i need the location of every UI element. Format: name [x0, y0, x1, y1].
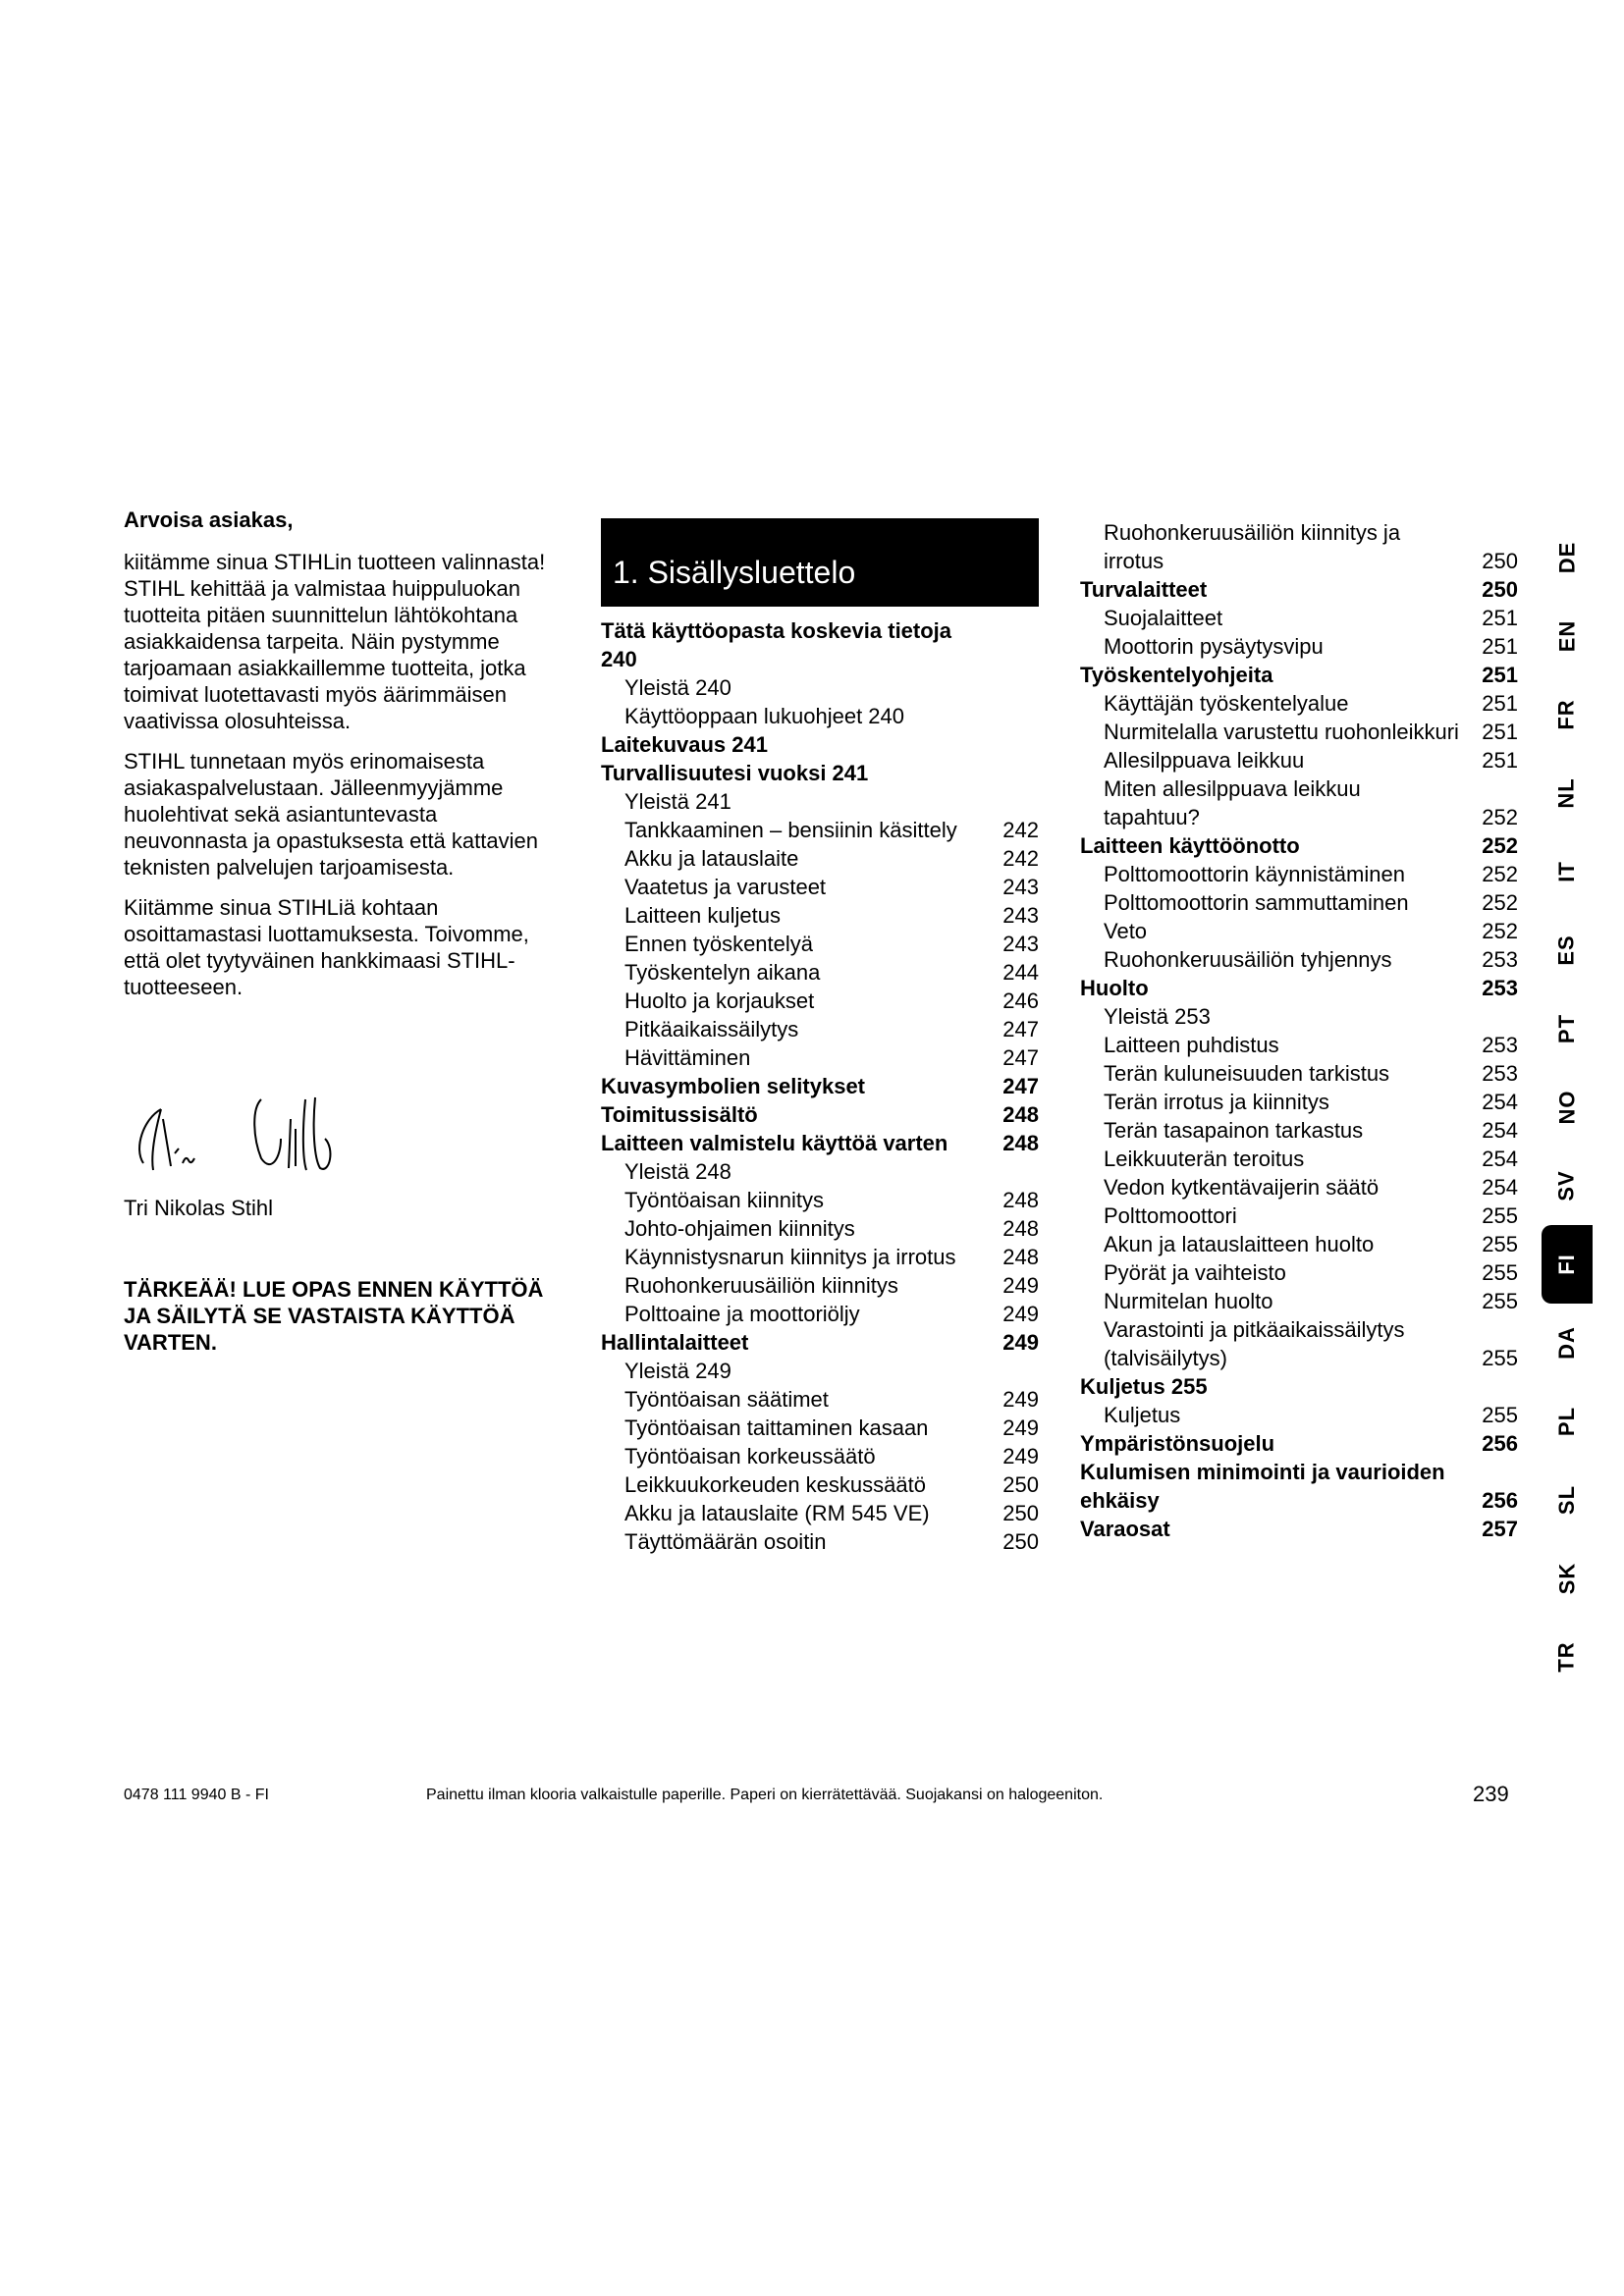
toc-entry	[1080, 1031, 1518, 1059]
language-tab-label: NO	[1554, 1090, 1579, 1125]
toc-entry-page: 255	[1482, 1232, 1518, 1256]
toc-entry-label: Pitkäaikaissäilytys	[624, 1017, 799, 1041]
toc-entry	[601, 1328, 1039, 1357]
toc-entry	[601, 787, 1039, 816]
toc-entry-label: Vedon kytkentävaijerin säätö	[1104, 1175, 1380, 1200]
language-tab-tr[interactable]	[1542, 1618, 1593, 1696]
signature-image	[124, 1080, 379, 1188]
toc-entry-label: Käyttäjän työskentelyalue	[1104, 691, 1349, 716]
toc-entry	[1080, 604, 1518, 632]
toc-entry-label: Laitteen käyttöönotto	[1080, 833, 1300, 858]
toc-entry-label: Veto	[1104, 919, 1148, 943]
language-tab-label: EN	[1554, 619, 1579, 653]
toc-entry-label: Akku ja latauslaite	[624, 846, 799, 871]
toc-entry	[601, 1214, 1039, 1243]
toc-entry-page: 255	[1482, 1403, 1518, 1427]
toc-entry-label: Leikkuuterän teroitus	[1104, 1147, 1305, 1171]
toc-entry-label: Tankkaaminen – bensiinin käsittely	[624, 818, 957, 842]
toc-entry	[601, 1186, 1039, 1214]
toc-entry-page: 251	[1482, 634, 1518, 659]
toc-entry-label: Ruohonkeruusäiliön kiinnitys	[624, 1273, 898, 1298]
toc-entry-label: Akun ja latauslaitteen huolto	[1104, 1232, 1375, 1256]
toc-entry-page: 242	[1002, 818, 1039, 842]
toc-entry	[1080, 774, 1518, 831]
toc-entry-label: Kuvasymbolien selitykset	[601, 1074, 866, 1098]
toc-entry-label: Kuljetus	[1104, 1403, 1181, 1427]
toc-entry	[601, 1414, 1039, 1442]
toc-entry-page: 251	[1482, 606, 1518, 630]
toc-entry-label: Hävittäminen	[624, 1045, 751, 1070]
toc-entry-label: Toimitussisältö	[601, 1102, 758, 1127]
toc-entry	[1080, 1458, 1518, 1515]
toc-entry-page: 248	[1002, 1188, 1039, 1212]
toc-entry-page: 244	[1002, 960, 1039, 985]
toc-entry-page: 247	[1002, 1017, 1039, 1041]
toc-entry	[1080, 1258, 1518, 1287]
language-tab-label: FR	[1553, 699, 1579, 730]
toc-entry-label: Kulumisen minimointi ja vaurioiden ehkäisy	[1080, 1460, 1445, 1513]
toc-entry-page: 252	[1482, 890, 1518, 915]
toc-entry-page: 254	[1482, 1118, 1518, 1143]
toc-entry-page: 253	[1482, 1033, 1518, 1057]
toc-entry-page: 248	[1002, 1216, 1039, 1241]
toc-entry-page: 249	[1002, 1302, 1039, 1326]
toc-entry	[601, 958, 1039, 987]
language-tab-nl[interactable]	[1542, 754, 1593, 832]
language-tab-label: PT	[1554, 1013, 1579, 1044]
toc-entry	[1080, 1315, 1518, 1372]
toc-entry-label: Työntöaisan taittaminen kasaan	[624, 1415, 929, 1440]
toc-entry-label: Polttoaine ja moottoriöljy	[624, 1302, 860, 1326]
toc-entry-page: 254	[1482, 1147, 1518, 1171]
toc-entry-label: Varaosat	[1080, 1517, 1170, 1541]
toc-entry	[1080, 888, 1518, 917]
toc-entry-label: Yleistä 240	[624, 675, 731, 700]
toc-entry	[1080, 1372, 1518, 1401]
toc-entry	[1080, 1230, 1518, 1258]
page-number: 239	[1473, 1782, 1509, 1806]
toc-entry-page: 251	[1482, 663, 1518, 687]
language-tab-da[interactable]	[1542, 1304, 1593, 1382]
toc-entry-label: Työntöaisan kiinnitys	[624, 1188, 824, 1212]
toc-entry-label: Täyttömäärän osoitin	[624, 1529, 827, 1554]
toc-entry-label: Leikkuukorkeuden keskussäätö	[624, 1472, 926, 1497]
toc-entry-label: Ennen työskentelyä	[624, 932, 814, 956]
toc-entry-label: Laitteen valmistelu käyttöä varten	[601, 1131, 948, 1155]
toc-column-2	[1080, 518, 1518, 1543]
toc-entry-label: Johto-ohjaimen kiinnitys	[624, 1216, 855, 1241]
toc-entry-label: Hallintalaitteet	[601, 1330, 749, 1355]
toc-entry-label: Varastointi ja pitkäaikaissäilytys (talvisäilytys)	[1104, 1317, 1405, 1370]
toc-entry-label: Ruohonkeruusäiliön kiinnitys ja irrotus	[1104, 520, 1401, 573]
letter-greeting: Arvoisa asiakas,	[124, 507, 294, 532]
toc-entry	[601, 730, 1039, 759]
toc-entry	[1080, 518, 1518, 575]
toc-entry-page: 253	[1482, 976, 1518, 1000]
toc-entry-label: Suojalaitteet	[1104, 606, 1223, 630]
toc-entry-label: Työntöaisan säätimet	[624, 1387, 829, 1412]
language-tab-label: DE	[1554, 541, 1579, 574]
toc-entry-page: 255	[1482, 1203, 1518, 1228]
toc-entry	[1080, 945, 1518, 974]
toc-entry	[1080, 1116, 1518, 1145]
toc-entry-page: 251	[1482, 720, 1518, 744]
toc-entry-page: 248	[1002, 1245, 1039, 1269]
toc-entry-label: Työskentelyohjeita	[1080, 663, 1273, 687]
toc-entry-page: 243	[1002, 875, 1039, 899]
language-tab-pl[interactable]	[1542, 1382, 1593, 1461]
toc-entry-label: Huolto ja korjaukset	[624, 988, 815, 1013]
toc-entry-page: 257	[1482, 1517, 1518, 1541]
toc-entry-label: Laitteen kuljetus	[624, 903, 781, 928]
toc-entry-page: 252	[1482, 805, 1518, 829]
toc-entry-label: Työskentelyn aikana	[624, 960, 821, 985]
toc-entry-page: 255	[1482, 1289, 1518, 1313]
toc-entry-label: Ympäristönsuojelu	[1080, 1431, 1275, 1456]
toc-entry	[601, 1357, 1039, 1385]
language-tab-es[interactable]	[1542, 911, 1593, 989]
toc-entry-page: 253	[1482, 1061, 1518, 1086]
toc-entry-label: Terän kuluneisuuden tarkistus	[1104, 1061, 1390, 1086]
toc-entry	[1080, 632, 1518, 661]
toc-entry-label: Laitteen puhdistus	[1104, 1033, 1279, 1057]
toc-entry	[601, 987, 1039, 1015]
toc-entry	[601, 1442, 1039, 1470]
important-notice: TÄRKEÄÄ! LUE OPAS ENNEN KÄYTTÖÄ JA SÄILYTÄ SE VASTAISTA KÄYTTÖÄ VARTEN.	[124, 1277, 544, 1355]
toc-entry-page: 253	[1482, 947, 1518, 972]
language-tab-sv[interactable]	[1542, 1147, 1593, 1225]
language-tab-sk[interactable]	[1542, 1539, 1593, 1618]
toc-entry	[601, 616, 1039, 673]
welcome-letter	[124, 507, 556, 1014]
toc-entry	[601, 1015, 1039, 1043]
toc-entry-label: Ruohonkeruusäiliön tyhjennys	[1104, 947, 1392, 972]
toc-entry-label: Akku ja latauslaite (RM 545 VE)	[624, 1501, 930, 1525]
toc-entry-label: Huolto	[1080, 976, 1149, 1000]
toc-entry	[601, 1385, 1039, 1414]
toc-entry	[601, 1271, 1039, 1300]
toc-entry	[1080, 689, 1518, 718]
toc-entry	[601, 673, 1039, 702]
toc-entry-page: 250	[1002, 1501, 1039, 1525]
toc-entry	[1080, 746, 1518, 774]
toc-entry-page: 250	[1482, 549, 1518, 573]
toc-entry-page: 250	[1482, 577, 1518, 602]
language-tab-label: PL	[1554, 1406, 1579, 1437]
toc-entry	[601, 1100, 1039, 1129]
toc-entry-label: Yleistä 248	[624, 1159, 731, 1184]
toc-entry-page: 254	[1482, 1175, 1518, 1200]
toc-entry-page: 255	[1482, 1260, 1518, 1285]
toc-entry-page: 255	[1482, 1346, 1518, 1370]
toc-entry	[601, 702, 1039, 730]
language-tab-label: IT	[1554, 861, 1579, 882]
toc-entry	[601, 1043, 1039, 1072]
toc-entry	[1080, 974, 1518, 1002]
toc-entry	[601, 844, 1039, 873]
language-tab-label: ES	[1553, 934, 1579, 966]
language-tab-label: SL	[1554, 1484, 1579, 1516]
toc-entry	[601, 759, 1039, 787]
letter-paragraph: kiitämme sinua STIHLin tuotteen valinnasta! STIHL kehittää ja valmistaa huippuluokan tuotteita pitäen suunnittelun lähtökohtana asiakkaidensa tarpeita. Näin pystymme tarjoamaan asiakkaillemme tuotteita, jotka toimivat luotettavasti myös äärimmäisen vaativissa olosuhteissa.	[124, 550, 546, 733]
toc-entry-page: 243	[1002, 932, 1039, 956]
toc-entry-label: Yleistä 253	[1104, 1004, 1211, 1029]
toc-entry-label: Turvallisuutesi vuoksi 241	[601, 761, 869, 785]
language-tab-no[interactable]	[1542, 1068, 1593, 1147]
toc-entry-page: 247	[1002, 1045, 1039, 1070]
toc-entry	[601, 901, 1039, 930]
letter-paragraph: STIHL tunnetaan myös erinomaisesta asiakaspalvelustaan. Jälleenmyyjämme huolehtivat sekä asiantuntevasta neuvonnasta ja opastuksesta että kattavien teknisten palvelujen tarjoamisesta.	[124, 749, 538, 880]
document-code: 0478 111 9940 B - FI	[124, 1787, 269, 1803]
toc-entry-label: Yleistä 241	[624, 789, 731, 814]
toc-entry-page: 249	[1002, 1330, 1039, 1355]
toc-heading: 1. Sisällysluettelo	[601, 518, 1039, 607]
toc-entry-label: Käyttöoppaan lukuohjeet 240	[624, 704, 905, 728]
toc-entry-page: 252	[1482, 833, 1518, 858]
language-tab-de[interactable]	[1542, 518, 1593, 597]
toc-entry-page: 256	[1482, 1431, 1518, 1456]
toc-entry	[1080, 1002, 1518, 1031]
toc-entry-page: 248	[1002, 1131, 1039, 1155]
toc-column-1	[601, 616, 1039, 1556]
toc-entry	[1080, 1059, 1518, 1088]
toc-entry-label: Laitekuvaus 241	[601, 732, 768, 757]
toc-entry	[1080, 917, 1518, 945]
toc-entry-label: Pyörät ja vaihteisto	[1104, 1260, 1286, 1285]
signer-name: Tri Nikolas Stihl	[124, 1196, 273, 1220]
toc-entry	[601, 1470, 1039, 1499]
paper-note: Painettu ilman klooria valkaistulle paperille. Paperi on kierrätettävää. Suojakansi on halogeeniton.	[426, 1787, 1104, 1803]
toc-entry	[1080, 860, 1518, 888]
language-tab-label: FI	[1554, 1254, 1579, 1275]
language-tab-label: NL	[1553, 777, 1579, 809]
toc-entry-label: Työntöaisan korkeussäätö	[624, 1444, 876, 1468]
language-tab-it[interactable]	[1542, 832, 1593, 911]
toc-entry	[601, 1157, 1039, 1186]
toc-entry-label: Allesilppuava leikkuu	[1104, 748, 1305, 773]
toc-entry	[601, 1527, 1039, 1556]
toc-entry-page: 250	[1002, 1529, 1039, 1554]
toc-entry-page: 251	[1482, 691, 1518, 716]
toc-entry-page: 242	[1002, 846, 1039, 871]
toc-entry	[601, 1243, 1039, 1271]
toc-entry-page: 247	[1002, 1074, 1039, 1098]
toc-entry	[1080, 1515, 1518, 1543]
toc-entry	[1080, 718, 1518, 746]
toc-entry-label: Terän irrotus ja kiinnitys	[1104, 1090, 1329, 1114]
language-tab-en[interactable]	[1542, 597, 1593, 675]
language-tab-label: SV	[1553, 1170, 1579, 1201]
toc-entry-page: 250	[1002, 1472, 1039, 1497]
toc-entry	[1080, 1429, 1518, 1458]
toc-entry-label: Vaatetus ja varusteet	[624, 875, 827, 899]
toc-entry-page: 254	[1482, 1090, 1518, 1114]
toc-entry-label: Moottorin pysäytysvipu	[1104, 634, 1324, 659]
toc-entry-page: 249	[1002, 1444, 1039, 1468]
toc-entry-label: Miten allesilppuava leikkuu tapahtuu?	[1104, 776, 1361, 829]
toc-entry-page: 256	[1482, 1488, 1518, 1513]
toc-entry-label: Polttomoottorin käynnistäminen	[1104, 862, 1405, 886]
toc-entry-page: 252	[1482, 862, 1518, 886]
toc-entry	[601, 1499, 1039, 1527]
toc-entry-page: 249	[1002, 1273, 1039, 1298]
toc-entry-label: Tätä käyttöopasta koskevia tietoja 240	[601, 618, 952, 671]
toc-entry	[601, 1072, 1039, 1100]
toc-entry-page: 249	[1002, 1387, 1039, 1412]
toc-entry-label: Käynnistysnarun kiinnitys ja irrotus	[624, 1245, 956, 1269]
toc-entry	[1080, 1088, 1518, 1116]
toc-entry-page: 252	[1482, 919, 1518, 943]
toc-entry	[601, 873, 1039, 901]
toc-entry	[601, 1300, 1039, 1328]
toc-entry-label: Kuljetus 255	[1080, 1374, 1208, 1399]
language-tab-pt[interactable]	[1542, 989, 1593, 1068]
language-tab-label: SK	[1554, 1562, 1579, 1595]
toc-entry	[1080, 1287, 1518, 1315]
toc-entry	[1080, 831, 1518, 860]
language-tab-label: TR	[1553, 1641, 1579, 1673]
toc-entry	[1080, 1145, 1518, 1173]
toc-entry	[1080, 1173, 1518, 1201]
language-tab-sl[interactable]	[1542, 1461, 1593, 1539]
toc-entry-page: 249	[1002, 1415, 1039, 1440]
toc-entry-page: 248	[1002, 1102, 1039, 1127]
language-tab-fr[interactable]	[1542, 675, 1593, 754]
toc-entry-label: Yleistä 249	[624, 1359, 731, 1383]
letter-paragraph: Kiitämme sinua STIHLiä kohtaan osoittamastasi luottamuksesta. Toivomme, että olet tyytyväinen hankkimaasi STIHL-tuotteeseen.	[124, 895, 529, 999]
toc-entry-label: Terän tasapainon tarkastus	[1104, 1118, 1364, 1143]
toc-entry-page: 243	[1002, 903, 1039, 928]
toc-entry-page: 251	[1482, 748, 1518, 773]
toc-entry	[1080, 575, 1518, 604]
toc-entry-label: Nurmitelalla varustettu ruohonleikkuri	[1104, 720, 1459, 744]
toc-entry	[1080, 1401, 1518, 1429]
toc-entry-label: Polttomoottori	[1104, 1203, 1237, 1228]
toc-entry	[601, 930, 1039, 958]
toc-entry-label: Nurmitelan huolto	[1104, 1289, 1273, 1313]
toc-entry-page: 246	[1002, 988, 1039, 1013]
language-tab-label: DA	[1554, 1326, 1579, 1360]
toc-entry	[1080, 661, 1518, 689]
toc-entry	[601, 1129, 1039, 1157]
toc-entry	[601, 816, 1039, 844]
language-tab-fi[interactable]	[1542, 1225, 1593, 1304]
toc-entry-label: Polttomoottorin sammuttaminen	[1104, 890, 1409, 915]
toc-entry-label: Turvalaitteet	[1080, 577, 1208, 602]
toc-entry	[1080, 1201, 1518, 1230]
